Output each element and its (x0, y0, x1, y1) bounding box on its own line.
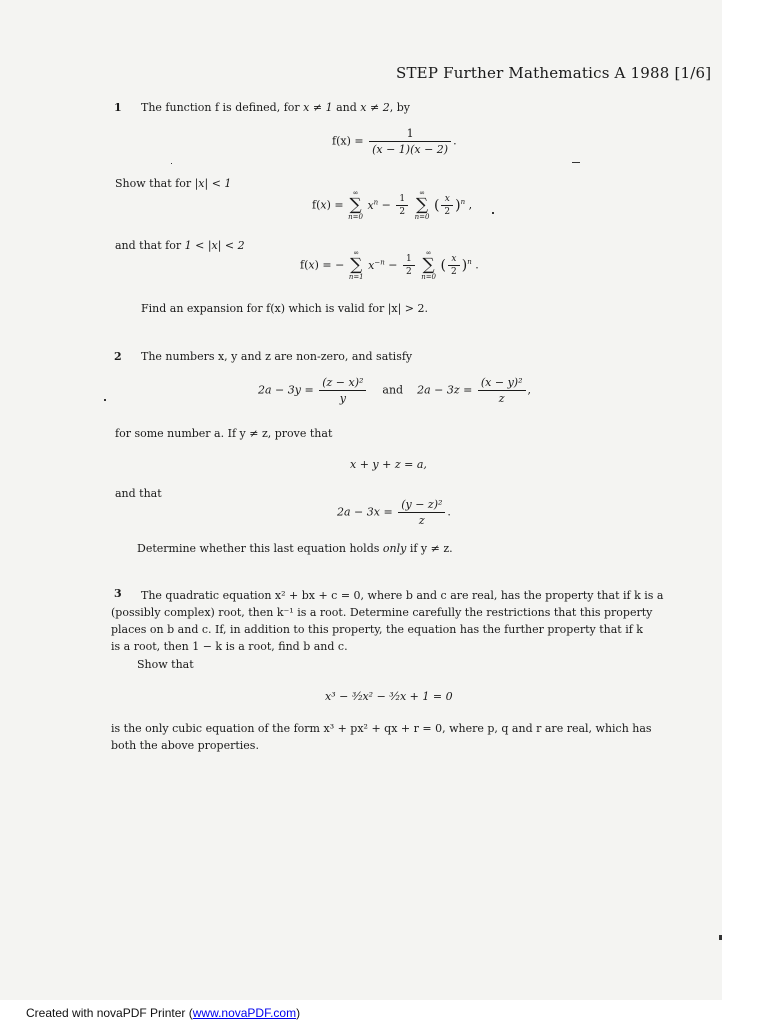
question-3-number: 3 (114, 587, 122, 600)
scan-speck (104, 399, 106, 401)
q2-third-equation: 2a − 3x = $\frac{\text{(y − z)²}}{z}$ . (337, 498, 451, 527)
q2-sum-equation: x + y + z = a, (350, 458, 427, 471)
q3-line-5: is the only cubic equation of the form x³ + px² + qx + r = 0, where p, q and r are real, which has (111, 722, 652, 735)
q3-show-that: Show that (137, 658, 194, 671)
q2-equations: 2a − 3y = $\frac{\text{(z − x)²}}{y}$ and 2a − 3z = $\frac{\text{(x − y)²}}{z}$ , (258, 376, 531, 405)
q1-show-statement: Show that for |x| < 1 (115, 177, 232, 190)
function-definition: f(x) = $\frac{1}{(x - 1)(x - 2)}$ . (332, 127, 457, 156)
q1-find: Find an expansion for f(x) which is valid for |x| > 2. (141, 302, 429, 315)
q3-line-4: is a root, then 1 − k is a root, find b and c. (111, 640, 348, 653)
scan-speck (572, 162, 580, 163)
scan-speck (492, 212, 494, 214)
q2-and-that: and that (115, 487, 162, 500)
series-expansion-1: f(x) = ∞ ∑ n=0 $x^n$ − $\frac{1}{2}$ ∞ ∑ n=0 ( $\frac{x}{2}$ )$^n$ , (312, 189, 473, 221)
series-expansion-2: f(x) = − ∞ ∑ n=1 $x^{-n}$ − $\frac{1}{2}$ ∞ ∑ n=0 ( $\frac{x}{2}$ )$^n$ . (300, 249, 479, 281)
q2-for-some: for some number a. If y ≠ z, prove that (115, 427, 333, 440)
page-header: STEP Further Mathematics A 1988 [1/6] (396, 64, 712, 82)
q3-line-3: places on b and c. If, in addition to this property, the equation has the further property that if k (111, 623, 643, 636)
scan-speck (171, 163, 172, 164)
q1-and-that: and that for 1 < |x| < 2 (115, 239, 245, 252)
novapdf-link[interactable]: www.novaPDF.com (192, 1006, 297, 1020)
question-2-number: 2 (114, 350, 122, 363)
q3-cubic-equation: x³ − ³⁄₂x² − ³⁄₂x + 1 = 0 (325, 690, 453, 703)
question-2-intro: The numbers x, y and z are non-zero, and satisfy (141, 350, 413, 363)
scan-speck (719, 935, 722, 940)
q3-line-2: (possibly complex) root, then k⁻¹ is a root. Determine carefully the restrictions that this property (111, 606, 653, 619)
pdf-printer-footer: Created with novaPDF Printer (www.novaPDF.com) (26, 1006, 301, 1020)
question-1-number: 1 (114, 101, 122, 114)
q3-line-6: both the above properties. (111, 739, 259, 752)
q2-determine: Determine whether this last equation holds only if y ≠ z. (137, 542, 453, 555)
q3-line-1: The quadratic equation x² + bx + c = 0, where b and c are real, has the property that if k is a (141, 589, 664, 602)
question-1-intro: The function f is defined, for x ≠ 1 and x ≠ 2, by (141, 101, 410, 114)
